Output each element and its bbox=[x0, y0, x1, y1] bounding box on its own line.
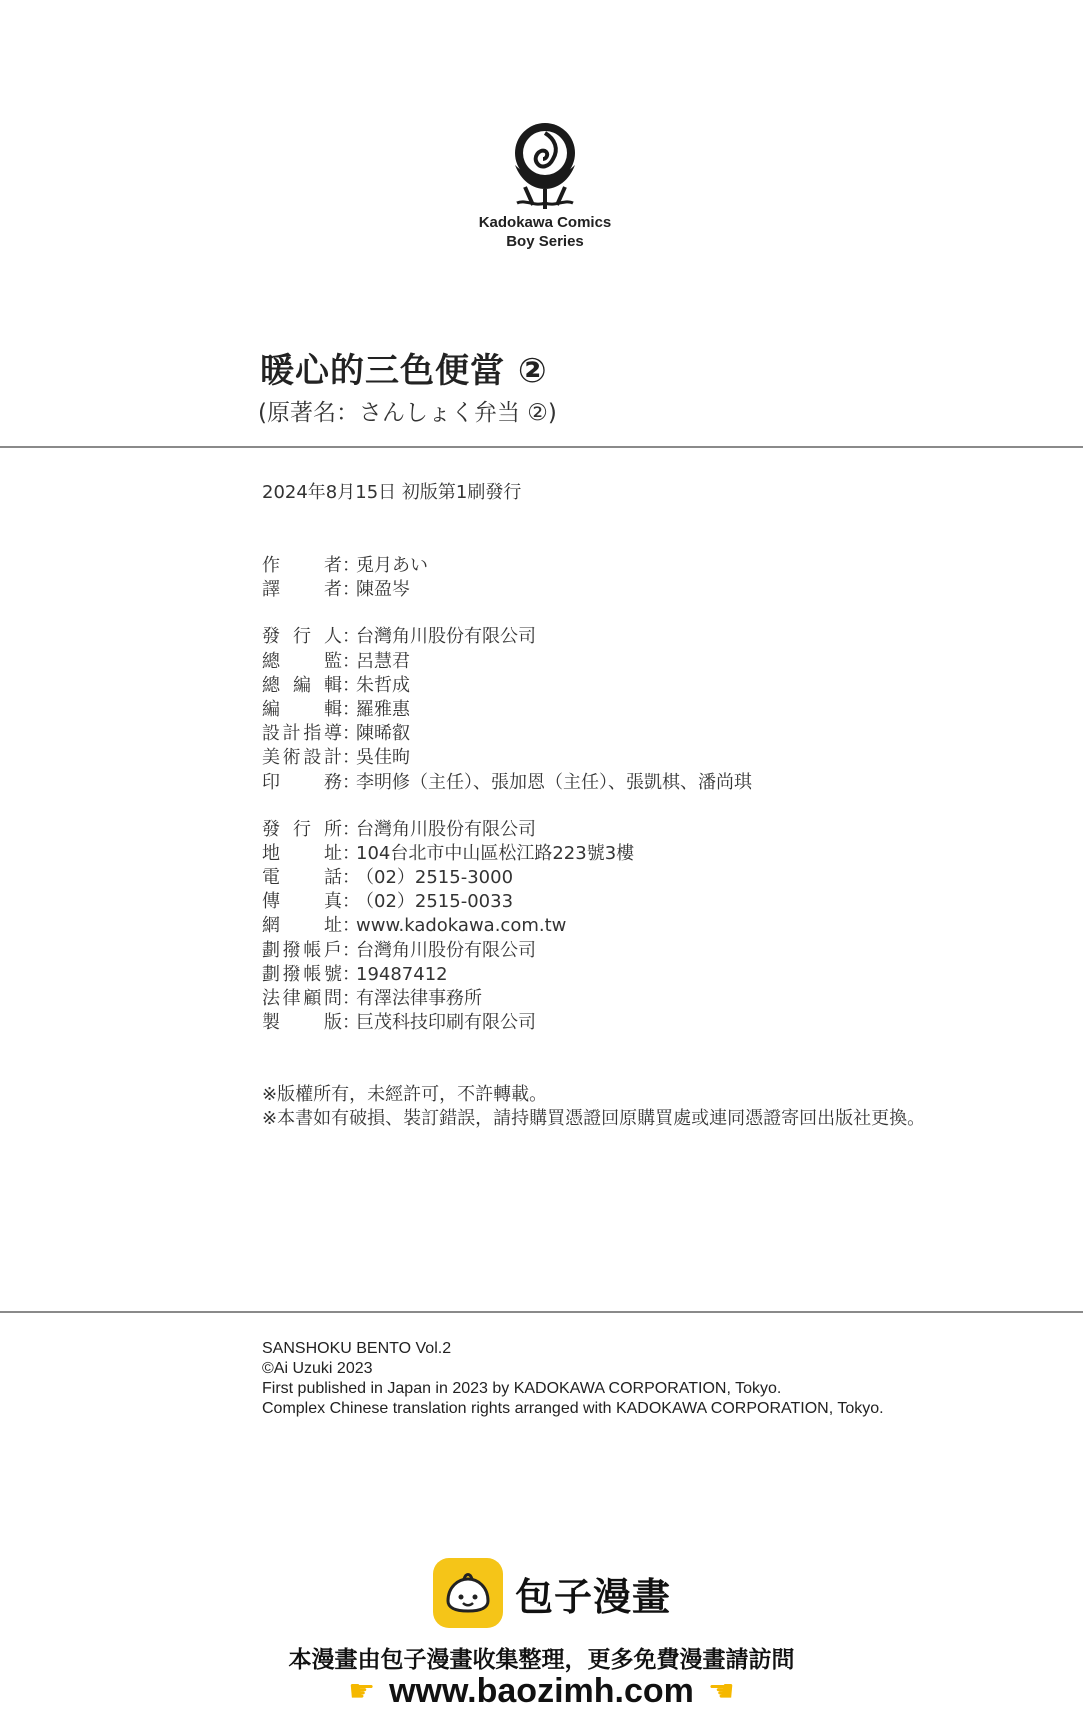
credit-label: 製版 bbox=[262, 1012, 342, 1034]
credit-row: 發行所 ： 台灣角川股份有限公司 bbox=[262, 818, 752, 842]
credit-row: 電話 ： （02）2515-3000 bbox=[262, 866, 752, 890]
note-line: ※本書如有破損、裝訂錯誤，請持購買憑證回原購買處或連同憑證寄回出版社更換。 bbox=[262, 1108, 926, 1129]
credit-value: 吳佳昫 bbox=[356, 747, 410, 769]
credit-label: 發行人 bbox=[262, 626, 342, 648]
credit-value: 呂慧君 bbox=[356, 650, 410, 672]
website-link[interactable]: www.kadokawa.com.tw bbox=[356, 915, 567, 937]
credit-value: 朱哲成 bbox=[356, 674, 410, 696]
watermark-url-link[interactable]: www.baozimh.com bbox=[389, 1672, 694, 1710]
credit-row: 法律顧問 ： 有澤法律事務所 bbox=[262, 987, 752, 1011]
credit-value: 李明修（主任）、張加恩（主任）、張凱棋、潘尚琪 bbox=[356, 771, 752, 793]
book-title: 暖心的三色便當 ② bbox=[260, 351, 548, 391]
copyright-block bbox=[262, 1339, 884, 1419]
credit-label: 設計指導 bbox=[262, 723, 342, 745]
credit-row: 發行人 ： 台灣角川股份有限公司 bbox=[262, 625, 752, 649]
credit-value: 陳晞叡 bbox=[356, 723, 410, 745]
watermark-name: 包子漫畫 bbox=[515, 1574, 672, 1619]
credit-label: 作者 bbox=[262, 555, 342, 576]
credit-label: 地址 bbox=[262, 842, 342, 864]
credit-label: 總編輯 bbox=[262, 674, 342, 696]
credit-value: 兎月あい bbox=[356, 555, 428, 576]
credit-label: 劃撥帳號 bbox=[262, 963, 342, 985]
credit-row: 網址 ： www.kadokawa.com.tw bbox=[262, 914, 752, 938]
credit-row: 譯者 ： 陳盈岑 bbox=[262, 578, 752, 602]
notes-block bbox=[262, 1083, 925, 1131]
credit-value: 台灣角川股份有限公司 bbox=[356, 626, 536, 648]
credit-row: 劃撥帳號 ： 19487412 bbox=[262, 963, 752, 987]
credit-label: 發行所 bbox=[262, 818, 342, 840]
copyright-line: First published in Japan in 2023 by KADOKAWA CORPORATION, Tokyo. bbox=[262, 1380, 782, 1397]
credit-row: 劃撥帳戶 ： 台灣角川股份有限公司 bbox=[262, 939, 752, 963]
credit-label: 電話 bbox=[262, 867, 342, 889]
copyright-line: SANSHOKU BENTO Vol.2 bbox=[262, 1340, 452, 1357]
series-label bbox=[420, 213, 670, 251]
credit-label: 劃撥帳戶 bbox=[262, 939, 342, 961]
credit-label: 印務 bbox=[262, 771, 342, 793]
credit-value: 104台北市中山區松江路223號3樓 bbox=[356, 842, 635, 864]
pointing-left-hand-icon: ☚ bbox=[707, 1674, 735, 1709]
credit-value: 陳盈岑 bbox=[356, 579, 410, 601]
credit-value: （02）2515-0033 bbox=[356, 891, 514, 913]
credit-label: 譯者 bbox=[262, 579, 342, 601]
credit-row: 印務 ： 李明修（主任）、張加恩（主任）、張凱棋、潘尚琪 bbox=[262, 771, 752, 795]
credit-label: 總監 bbox=[262, 650, 342, 672]
note-line: ※版權所有，未經許可，不許轉載。 bbox=[262, 1084, 548, 1105]
credit-label: 網址 bbox=[262, 915, 342, 937]
credit-row: 作者 ： 兎月あい bbox=[262, 554, 752, 578]
credits-block bbox=[262, 554, 752, 1035]
divider-top bbox=[0, 446, 1083, 448]
credit-label: 法律顧問 bbox=[262, 988, 342, 1009]
credit-label: 編輯 bbox=[262, 698, 342, 720]
bun-mascot-icon bbox=[433, 1558, 503, 1628]
credit-value: 台灣角川股份有限公司 bbox=[356, 939, 536, 961]
credit-value: 19487412 bbox=[356, 963, 448, 985]
watermark-brand[interactable] bbox=[433, 1558, 671, 1628]
series-line1: Kadokawa Comics bbox=[478, 214, 612, 231]
credit-value: 巨茂科技印刷有限公司 bbox=[356, 1012, 536, 1034]
credit-value: （02）2515-3000 bbox=[356, 867, 514, 889]
credit-row: 地址 ： 104台北市中山區松江路223號3樓 bbox=[262, 842, 752, 866]
credit-row: 編輯 ： 羅雅惠 bbox=[262, 698, 752, 722]
edition-date: 2024年8月15日 初版第1刷發行 bbox=[262, 482, 522, 503]
credit-row: 製版 ： 巨茂科技印刷有限公司 bbox=[262, 1011, 752, 1035]
credit-row: 設計指導 ： 陳晞叡 bbox=[262, 722, 752, 746]
credit-row: 總監 ： 呂慧君 bbox=[262, 650, 752, 674]
credit-row: 美術設計 ： 吳佳昫 bbox=[262, 746, 752, 770]
phoenix-icon bbox=[495, 115, 595, 215]
pointing-right-hand-icon: ☛ bbox=[348, 1674, 376, 1709]
credit-value: 羅雅惠 bbox=[356, 698, 410, 720]
divider-bottom bbox=[0, 1311, 1083, 1313]
credit-value: 台灣角川股份有限公司 bbox=[356, 818, 536, 840]
credit-row: 傳真 ： （02）2515-0033 bbox=[262, 890, 752, 914]
credit-value: 有澤法律事務所 bbox=[356, 988, 482, 1009]
original-title: (原著名：さんしょく弁当 ②) bbox=[258, 400, 557, 426]
copyright-line: ©Ai Uzuki 2023 bbox=[262, 1360, 373, 1377]
credit-row: 總編輯 ： 朱哲成 bbox=[262, 674, 752, 698]
series-line2: Boy Series bbox=[506, 233, 584, 250]
watermark-site bbox=[0, 1672, 1083, 1711]
copyright-line: Complex Chinese translation rights arranged with KADOKAWA CORPORATION, Tokyo. bbox=[262, 1400, 884, 1417]
watermark-message: 本漫畫由包子漫畫收集整理，更多免費漫畫請訪問 bbox=[288, 1647, 795, 1673]
credit-label: 傳真 bbox=[262, 891, 342, 913]
credit-label: 美術設計 bbox=[262, 747, 342, 769]
